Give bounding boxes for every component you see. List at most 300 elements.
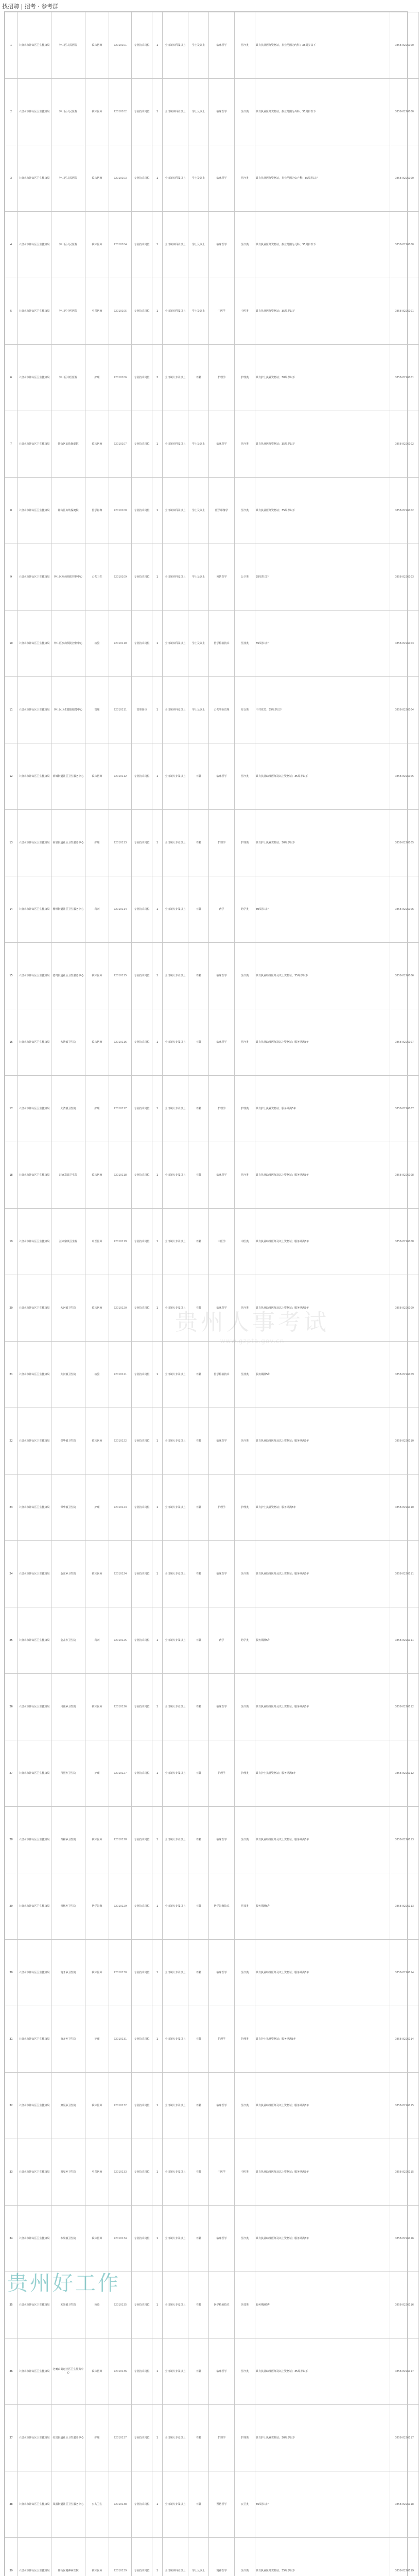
cell-num: 1 [152,411,163,478]
table-row [5,1342,419,1408]
cell-unit: 六盘水市钟山区卫生健康局 [18,2206,51,2272]
cell-unit: 六盘水市钟山区卫生健康局 [18,2471,51,2538]
cell-unit: 六盘水市钟山区卫生健康局 [18,1275,51,1342]
recruitment-table-sheet [4,11,414,2576]
cell-major: 药学 [209,876,235,943]
cell-cat: 专业技术岗位 [132,79,152,145]
cell-code: 22010134 [109,2206,132,2272]
cell-degree: 不限 [188,1209,209,1275]
cell-dept: 钟山区人民医院 [51,12,85,79]
cell-no: 32 [5,2073,18,2139]
cell-req: 具有执业助理医师及以上资格证；服务期满5年 [255,2206,390,2272]
cell-dept: 金盆乡卫生院 [51,1541,85,1607]
cell-code: 22010118 [109,1142,132,1209]
cell-contact: 0858-8226100 [390,12,419,79]
cell-no: 12 [5,743,18,810]
cell-unit: 六盘水市钟山区卫生健康局 [18,2338,51,2405]
table-row [5,876,419,943]
cell-exam: 医疗类 [235,1807,255,1873]
table-row [5,810,419,876]
cell-contact: 0858-8226104 [390,677,419,743]
cell-contact: 0858-8226118 [390,2471,419,2538]
cell-unit: 六盘水市钟山区卫生健康局 [18,677,51,743]
cell-num: 1 [152,1607,163,1674]
cell-req: 具有执业医师资格证；35周岁以下 [255,278,390,345]
cell-edu: 全日制大专及以上 [163,943,188,1009]
cell-dept: 大湾镇卫生院 [51,1076,85,1142]
cell-contact: 0858-8226111 [390,1541,419,1607]
cell-post: 药剂 [85,1607,109,1674]
cell-exam: 护理类 [235,1475,255,1541]
cell-num: 1 [152,1342,163,1408]
table-row [5,1873,419,1940]
cell-edu: 全日制大专及以上 [163,2139,188,2206]
cell-cat: 专业技术岗位 [132,876,152,943]
cell-req: 具有执业医师资格证；35周岁以下 [255,2538,390,2576]
cell-unit: 六盘水市钟山区卫生健康局 [18,1940,51,2006]
cell-exam: 医疗类 [235,1674,255,1740]
cell-exam: 医疗类 [235,478,255,544]
cell-cat: 专业技术岗位 [132,1607,152,1674]
cell-req: 服务期满5年 [255,1607,390,1674]
cell-degree: 学士及以上 [188,79,209,145]
cell-degree: 不限 [188,1009,209,1076]
cell-major: 中医学 [209,278,235,345]
cell-cat: 专业技术岗位 [132,411,152,478]
table-row [5,1475,419,1541]
cell-contact: 0858-8226112 [390,1740,419,1807]
cell-post: 护理 [85,810,109,876]
recruitment-table [5,12,419,2576]
cell-code: 22010113 [109,810,132,876]
cell-major: 护理学 [209,1076,235,1142]
cell-num: 1 [152,12,163,79]
cell-degree: 不限 [188,2139,209,2206]
cell-req: 服务期满5年 [255,2272,390,2338]
table-row [5,1076,419,1142]
cell-req: 中共党员；35周岁以下 [255,677,390,743]
cell-no: 25 [5,1607,18,1674]
cell-exam: 中医类 [235,2139,255,2206]
cell-post: 检验 [85,611,109,677]
cell-exam: 医疗类 [235,79,255,145]
cell-degree: 不限 [188,1940,209,2006]
cell-edu: 全日制本科及以上 [163,79,188,145]
cell-num: 1 [152,2538,163,2576]
cell-unit: 六盘水市钟山区卫生健康局 [18,1740,51,1807]
cell-unit: 六盘水市钟山区卫生健康局 [18,544,51,611]
cell-cat: 专业技术岗位 [132,1541,152,1607]
cell-degree: 不限 [188,810,209,876]
cell-no: 18 [5,1142,18,1209]
cell-contact: 0858-8226110 [390,1408,419,1475]
cell-contact: 0858-8226117 [390,2338,419,2405]
cell-exam: 护理类 [235,2006,255,2073]
cell-req: 具有执业助理医师及以上资格证；服务期满5年 [255,1142,390,1209]
cell-contact: 0858-8226112 [390,1674,419,1740]
cell-req: 具有执业助理医师及以上资格证；35周岁以下 [255,743,390,810]
cell-dept: 金盆乡卫生院 [51,1607,85,1674]
cell-num: 1 [152,2272,163,2338]
cell-code: 22010136 [109,2338,132,2405]
cell-contact: 0858-8226100 [390,145,419,212]
cell-cat: 专业技术岗位 [132,544,152,611]
cell-post: 公共卫生 [85,2471,109,2538]
cell-major: 临床医学 [209,1541,235,1607]
cell-edu: 全日制大专及以上 [163,1940,188,2006]
cell-code: 22010101 [109,12,132,79]
cell-edu: 全日制大专及以上 [163,1275,188,1342]
cell-req: 35周岁以下 [255,544,390,611]
cell-num: 1 [152,611,163,677]
cell-dept: 钟山区人民医院 [51,145,85,212]
cell-req: 服务期满5年 [255,1342,390,1408]
cell-post: 临床医师 [85,1408,109,1475]
cell-post: 临床医师 [85,1009,109,1076]
cell-no: 31 [5,2006,18,2073]
cell-cat: 专业技术岗位 [132,1940,152,2006]
cell-code: 22010116 [109,1009,132,1076]
cell-no: 5 [5,278,18,345]
cell-num: 1 [152,1807,163,1873]
cell-no: 28 [5,1807,18,1873]
cell-num: 1 [152,2471,163,2538]
cell-dept: 钟山区疾病预防控制中心 [51,544,85,611]
cell-degree: 不限 [188,345,209,411]
cell-no: 4 [5,212,18,278]
table-row [5,212,419,278]
cell-major: 临床医学 [209,1674,235,1740]
cell-cat: 专业技术岗位 [132,145,152,212]
cell-degree: 不限 [188,1076,209,1142]
cell-contact: 0858-8226117 [390,2405,419,2471]
cell-major: 临床医学 [209,2206,235,2272]
cell-major: 临床医学 [209,743,235,810]
cell-req: 具有护士执业资格证；服务期满5年 [255,1076,390,1142]
cell-exam: 护理类 [235,1076,255,1142]
cell-code: 22010107 [109,411,132,478]
table-row [5,1807,419,1873]
cell-dept: 月照乡卫生院 [51,1740,85,1807]
table-row [5,2471,419,2538]
cell-unit: 六盘水市钟山区卫生健康局 [18,1408,51,1475]
cell-post: 临床医师 [85,79,109,145]
cell-major: 临床医学 [209,943,235,1009]
cell-exam: 医疗类 [235,212,255,278]
cell-req: 35周岁以下 [255,611,390,677]
cell-no: 11 [5,677,18,743]
cell-no: 6 [5,345,18,411]
cell-dept: 钟山区人民医院 [51,212,85,278]
cell-dept: 钟山区人民医院 [51,79,85,145]
cell-edu: 全日制大专及以上 [163,1807,188,1873]
cell-post: 临床医师 [85,2073,109,2139]
cell-num: 1 [152,2073,163,2139]
cell-cat: 专业技术岗位 [132,345,152,411]
cell-dept: 木果镇卫生院 [51,2206,85,2272]
cell-dept: 钟山区卫生健康服务中心 [51,677,85,743]
cell-major: 护理学 [209,1740,235,1807]
cell-major: 护理学 [209,345,235,411]
cell-edu: 全日制大专及以上 [163,1142,188,1209]
cell-contact: 0858-8226109 [390,1342,419,1408]
cell-code: 22010128 [109,1807,132,1873]
table-row [5,2405,419,2471]
cell-unit: 六盘水市钟山区卫生健康局 [18,1807,51,1873]
cell-no: 38 [5,2471,18,2538]
cell-post: 临床医师 [85,1142,109,1209]
cell-exam: 医疗类 [235,2538,255,2576]
cell-edu: 全日制本科及以上 [163,544,188,611]
cell-num: 1 [152,544,163,611]
cell-major: 预防医学 [209,544,235,611]
cell-req: 具有护士执业资格证；服务期满5年 [255,1740,390,1807]
cell-post: 临床医师 [85,145,109,212]
cell-no: 37 [5,2405,18,2471]
cell-major: 医学检验技术 [209,1342,235,1408]
cell-dept: 大河镇卫生院 [51,1342,85,1408]
cell-unit: 六盘水市钟山区卫生健康局 [18,2405,51,2471]
cell-dept: 钟山区妇幼保健院 [51,411,85,478]
table-row [5,2139,419,2206]
cell-code: 22010132 [109,2073,132,2139]
cell-post: 临床医师 [85,2206,109,2272]
cell-no: 20 [5,1275,18,1342]
table-row [5,478,419,544]
cell-cat: 专业技术岗位 [132,810,152,876]
cell-num: 1 [152,2006,163,2073]
cell-degree: 不限 [188,2272,209,2338]
cell-unit: 六盘水市钟山区卫生健康局 [18,1541,51,1607]
table-row [5,1142,419,1209]
cell-exam: 医疗类 [235,411,255,478]
cell-exam: 护理类 [235,1740,255,1807]
cell-edu: 全日制大专及以上 [163,1209,188,1275]
table-row [5,345,419,411]
table-row [5,611,419,677]
cell-edu: 全日制本科及以上 [163,677,188,743]
cell-contact: 0858-8226105 [390,743,419,810]
cell-code: 22010122 [109,1408,132,1475]
cell-edu: 全日制本科及以上 [163,478,188,544]
cell-num: 1 [152,1873,163,1940]
cell-major: 医学检验技术 [209,2272,235,2338]
cell-post: 护理 [85,2405,109,2471]
cell-contact: 0858-8226102 [390,478,419,544]
cell-req: 具有护士执业资格证；服务期满5年 [255,2006,390,2073]
watermark-brand: 贵州好工作 [7,2272,120,2295]
cell-degree: 学士及以上 [188,2538,209,2576]
cell-code: 22010139 [109,2538,132,2576]
cell-no: 33 [5,2139,18,2206]
cell-unit: 六盘水市钟山区卫生健康局 [18,1873,51,1940]
cell-cat: 专业技术岗位 [132,1807,152,1873]
cell-cat: 专业技术岗位 [132,1009,152,1076]
table-row [5,2272,419,2338]
cell-post: 临床医师 [85,212,109,278]
cell-post: 中医医师 [85,1209,109,1275]
cell-exam: 医疗类 [235,1275,255,1342]
cell-contact: 0858-8226107 [390,1076,419,1142]
cell-unit: 六盘水市钟山区卫生健康局 [18,2538,51,2576]
cell-dept: 钟山区中医医院 [51,278,85,345]
cell-cat: 专业技术岗位 [132,743,152,810]
cell-edu: 全日制本科及以上 [163,278,188,345]
cell-unit: 六盘水市钟山区卫生健康局 [18,2006,51,2073]
cell-unit: 六盘水市钟山区卫生健康局 [18,1607,51,1674]
cell-req: 具有执业助理医师及以上资格证；服务期满5年 [255,1807,390,1873]
cell-num: 2 [152,345,163,411]
cell-req: 服务期满5年 [255,1873,390,1940]
cell-cat: 专业技术岗位 [132,611,152,677]
cell-exam: 医技类 [235,2272,255,2338]
cell-no: 29 [5,1873,18,1940]
cell-unit: 六盘水市钟山区卫生健康局 [18,810,51,876]
cell-edu: 全日制大专及以上 [163,876,188,943]
cell-major: 公共事业管理 [209,677,235,743]
cell-edu: 全日制大专及以上 [163,1674,188,1740]
cell-req: 具有执业助理医师及以上资格证；35周岁以下 [255,943,390,1009]
cell-dept: 老鹰山街道社区卫生服务中心 [51,2338,85,2405]
cell-cat: 专业技术岗位 [132,2073,152,2139]
watermark-main-text: 贵州人事考试 [175,1309,329,1335]
cell-post: 临床医师 [85,1674,109,1740]
table-row [5,278,419,345]
cell-dept: 钟山区疾病预防控制中心 [51,611,85,677]
cell-contact: 0858-8226106 [390,943,419,1009]
cell-req: 具有护士执业资格证；30周岁以下 [255,810,390,876]
cell-num: 1 [152,1142,163,1209]
table-row [5,1275,419,1342]
cell-edu: 全日制大专及以上 [163,1076,188,1142]
table-row [5,12,419,79]
cell-code: 22010127 [109,1740,132,1807]
cell-degree: 不限 [188,876,209,943]
cell-num: 1 [152,876,163,943]
cell-cat: 专业技术岗位 [132,278,152,345]
cell-code: 22010126 [109,1674,132,1740]
cell-post: 护理 [85,1475,109,1541]
cell-unit: 六盘水市钟山区卫生健康局 [18,1142,51,1209]
cell-cat: 专业技术岗位 [132,1740,152,1807]
cell-edu: 全日制大专及以上 [163,345,188,411]
cell-exam: 医疗类 [235,1142,255,1209]
cell-contact: 0858-8226109 [390,1275,419,1342]
cell-edu: 全日制大专及以上 [163,1475,188,1541]
cell-post: 管理 [85,677,109,743]
table-row [5,1209,419,1275]
cell-degree: 学士及以上 [188,12,209,79]
cell-no: 1 [5,12,18,79]
cell-exam: 公卫类 [235,544,255,611]
cell-cat: 管理岗位 [132,677,152,743]
cell-num: 1 [152,1940,163,2006]
cell-cat: 专业技术岗位 [132,1475,152,1541]
cell-unit: 六盘水市钟山区卫生健康局 [18,876,51,943]
cell-major: 临床医学 [209,2338,235,2405]
cell-cat: 专业技术岗位 [132,943,152,1009]
cell-no: 19 [5,1209,18,1275]
cell-exam: 医疗类 [235,943,255,1009]
cell-post: 医学影像 [85,478,109,544]
table-row [5,2206,419,2272]
cell-degree: 学士及以上 [188,677,209,743]
cell-code: 22010120 [109,1275,132,1342]
cell-edu: 全日制大专及以上 [163,1873,188,1940]
cell-edu: 全日制大专及以上 [163,2272,188,2338]
cell-degree: 不限 [188,2006,209,2073]
cell-dept: 钟山区精神病医院 [51,2538,85,2576]
cell-req: 具有护士执业资格证；30周岁以下 [255,2405,390,2471]
cell-edu: 全日制大专及以上 [163,2405,188,2471]
cell-exam: 医技类 [235,1873,255,1940]
cell-major: 临床医学 [209,1142,235,1209]
cell-dept: 荷城街道社区卫生服务中心 [51,743,85,810]
cell-post: 药剂 [85,876,109,943]
cell-num: 1 [152,677,163,743]
cell-unit: 六盘水市钟山区卫生健康局 [18,1674,51,1740]
cell-degree: 不限 [188,1740,209,1807]
cell-contact: 0858-8226103 [390,544,419,611]
cell-no: 3 [5,145,18,212]
cell-dept: 汪家寨镇卫生院 [51,1209,85,1275]
cell-num: 1 [152,1408,163,1475]
cell-req: 具有执业助理医师及以上资格证；服务期满5年 [255,2073,390,2139]
cell-num: 1 [152,1076,163,1142]
cell-code: 22010110 [109,611,132,677]
cell-post: 检验 [85,2272,109,2338]
cell-num: 1 [152,278,163,345]
cell-degree: 不限 [188,2338,209,2405]
cell-no: 13 [5,810,18,876]
cell-num: 1 [152,79,163,145]
cell-unit: 六盘水市钟山区卫生健康局 [18,145,51,212]
cell-contact: 0858-8226101 [390,278,419,345]
cell-exam: 医疗类 [235,1541,255,1607]
table-row [5,1009,419,1076]
cell-code: 22010109 [109,544,132,611]
cell-post: 护理 [85,345,109,411]
cell-exam: 护理类 [235,2405,255,2471]
cell-code: 22010115 [109,943,132,1009]
cell-num: 1 [152,1275,163,1342]
table-row [5,2073,419,2139]
cell-exam: 护理类 [235,345,255,411]
cell-cat: 专业技术岗位 [132,1275,152,1342]
cell-degree: 不限 [188,1873,209,1940]
cell-code: 22010123 [109,1475,132,1541]
cell-num: 1 [152,478,163,544]
cell-major: 临床医学 [209,212,235,278]
cell-post: 检验 [85,1342,109,1408]
cell-exam: 中医类 [235,1209,255,1275]
cell-no: 15 [5,943,18,1009]
cell-num: 1 [152,810,163,876]
cell-unit: 六盘水市钟山区卫生健康局 [18,1209,51,1275]
cell-degree: 不限 [188,1342,209,1408]
page-title: 找招聘 | 招考 · 参考群 [2,3,59,10]
cell-dept: 汪家寨镇卫生院 [51,1142,85,1209]
cell-no: 16 [5,1009,18,1076]
table-row [5,1674,419,1740]
table-row [5,2538,419,2576]
cell-exam: 医疗类 [235,2338,255,2405]
cell-contact: 0858-8226116 [390,2206,419,2272]
cell-contact: 0858-8226101 [390,345,419,411]
cell-cat: 专业技术岗位 [132,1209,152,1275]
cell-exam: 医疗类 [235,1009,255,1076]
cell-req: 具有执业助理医师及以上资格证；服务期满5年 [255,2139,390,2206]
